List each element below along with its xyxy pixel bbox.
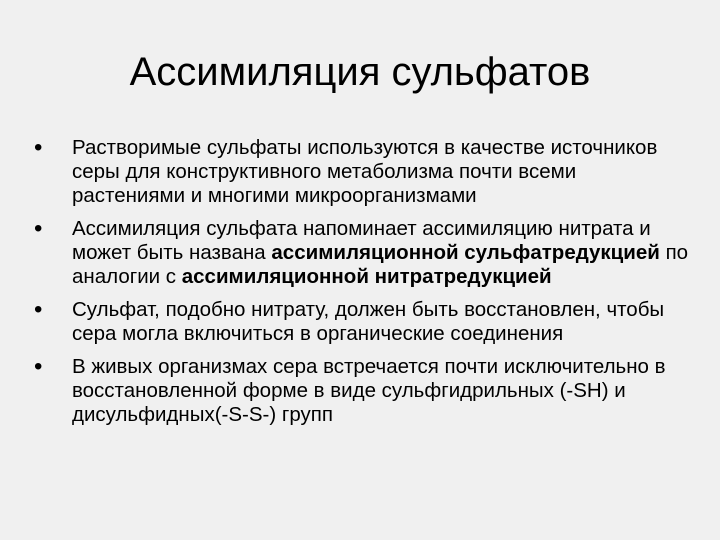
bullet-text: Сульфат, подобно нитрату, должен быть восстановлен, чтобы сера могла включиться в органические соединения xyxy=(72,298,665,345)
bullet-item-1 xyxy=(34,136,694,208)
bullet-text: Ассимиляция сульфата напоминает ассимиляцию нитрата и может быть названа xyxy=(72,217,651,264)
bullet-dot: • xyxy=(34,296,43,323)
bullet-dot: • xyxy=(34,215,43,242)
bold-term-sulfate-reduction: ассимиляционной сульфатредукцией xyxy=(271,241,660,264)
bullet-item-2 xyxy=(34,217,694,289)
bullet-item-4 xyxy=(34,355,694,427)
bullet-item-3 xyxy=(34,298,694,346)
slide-title: Ассимиляция сульфатов xyxy=(129,50,591,94)
bullet-dot: • xyxy=(34,134,43,161)
bullet-text: В живых организмах сера встречается почти исключительно в восстановленной форме в виде сульфгидрильных (-SH) и дисульфидных(-S-S-) групп xyxy=(72,355,666,426)
bullet-text: по аналогии с xyxy=(72,241,689,288)
bold-term-nitrate-reduction: ассимиляционной нитратредукцией xyxy=(181,265,552,288)
bullet-dot: • xyxy=(34,353,43,380)
bullet-text: Растворимые сульфаты используются в качестве источников серы для конструктивного метаболизма почти всеми растениями и многими микроорганизмами xyxy=(72,136,658,207)
bullet-list xyxy=(34,136,694,436)
